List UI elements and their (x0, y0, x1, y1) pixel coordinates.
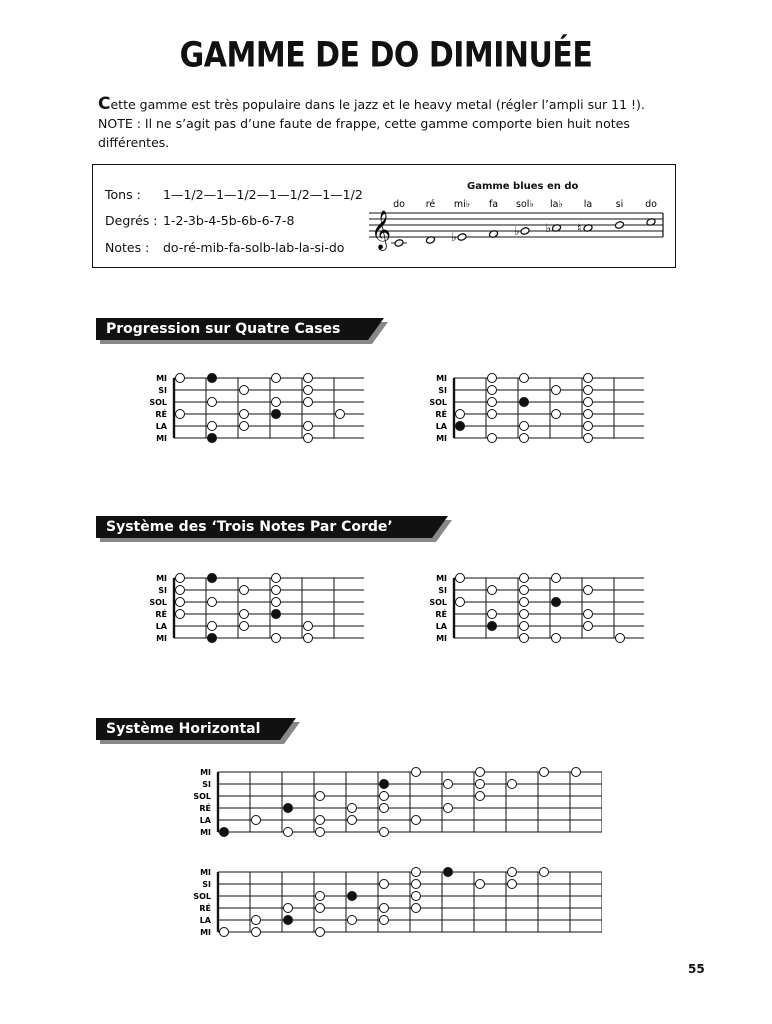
scale-note-dot (176, 374, 185, 383)
scale-note-dot (412, 816, 421, 825)
scale-note-dot (304, 622, 313, 631)
root-note-dot (284, 916, 293, 925)
string-label: SI (438, 586, 447, 596)
string-label: MI (156, 634, 167, 644)
scale-note-dot (252, 916, 261, 925)
scale-note-dot (316, 904, 325, 913)
scale-note-dot (272, 374, 281, 383)
scale-note-dot (380, 904, 389, 913)
scale-note-dot (176, 586, 185, 595)
scale-note-dot (272, 398, 281, 407)
scale-note-dot (176, 610, 185, 619)
intro-line-2: NOTE : Il ne s’agit pas d’une faute de frappe, cette gamme comporte bien huit notes différentes. (98, 116, 630, 150)
scale-note-dot (540, 868, 549, 877)
string-label: RÉ (199, 804, 211, 814)
root-note-dot (380, 780, 389, 789)
whole-note (520, 227, 530, 236)
scale-note-dot (488, 586, 497, 595)
string-label: RÉ (199, 904, 211, 914)
string-label: MI (156, 374, 167, 384)
scale-note-dot (240, 610, 249, 619)
staff-title: Gamme blues en do (467, 181, 579, 192)
scale-note-dot (488, 610, 497, 619)
string-label: RÉ (155, 410, 167, 420)
scale-note-dot (412, 904, 421, 913)
scale-note-dot (176, 410, 185, 419)
section-heading-3 (96, 718, 300, 740)
page-number: 55 (688, 962, 705, 976)
scale-note-dot (348, 804, 357, 813)
string-label: MI (200, 768, 211, 778)
scale-note-dot (520, 434, 529, 443)
scale-note-dot (316, 792, 325, 801)
fretboard-5 (182, 766, 602, 838)
string-label: RÉ (435, 410, 447, 420)
scale-note-dot (520, 598, 529, 607)
string-label: MI (436, 434, 447, 444)
string-label: RÉ (155, 610, 167, 620)
scale-note-dot (240, 410, 249, 419)
string-label: SI (202, 880, 211, 890)
accidental-sign: ♭ (514, 224, 520, 238)
scale-note-dot (304, 398, 313, 407)
scale-note-dot (444, 804, 453, 813)
scale-info-box (92, 164, 676, 268)
whole-note (615, 221, 625, 230)
scale-note-dot (520, 422, 529, 431)
scale-note-dot (380, 880, 389, 889)
string-label: SOL (149, 598, 167, 608)
scale-note-dot (316, 928, 325, 937)
fretboard-4 (418, 572, 644, 644)
root-note-dot (208, 434, 217, 443)
scale-note-dot (476, 792, 485, 801)
scale-note-dot (488, 410, 497, 419)
scale-note-dot (240, 622, 249, 631)
string-label: RÉ (435, 610, 447, 620)
scale-note-dot (540, 768, 549, 777)
string-label: SI (158, 586, 167, 596)
string-label: MI (200, 928, 211, 938)
scale-note-dot (520, 622, 529, 631)
degres-label: Degrés : (105, 213, 158, 228)
staff-note-label: sol♭ (516, 199, 534, 210)
scale-note-dot (412, 880, 421, 889)
scale-note-dot (584, 586, 593, 595)
root-note-dot (520, 398, 529, 407)
notes-label: Notes : (105, 240, 150, 255)
scale-note-dot (520, 634, 529, 643)
scale-note-dot (272, 598, 281, 607)
staff-note-label: do (645, 199, 657, 210)
string-label: MI (156, 434, 167, 444)
scale-note-dot (272, 574, 281, 583)
scale-note-dot (348, 916, 357, 925)
root-note-dot (272, 610, 281, 619)
root-note-dot (208, 374, 217, 383)
string-label: SOL (193, 792, 211, 802)
scale-note-dot (304, 422, 313, 431)
fretboard-1 (138, 372, 364, 444)
scale-note-dot (476, 768, 485, 777)
intro-line-1 (98, 95, 698, 114)
staff-note-label: ré (425, 199, 436, 210)
accidental-sign: ♭ (545, 221, 552, 235)
scale-note-dot (488, 386, 497, 395)
scale-note-dot (520, 574, 529, 583)
string-label: LA (199, 916, 211, 926)
degres-value: 1-2-3b-4-5b-6b-6-7-8 (163, 213, 295, 228)
string-label: SOL (429, 398, 447, 408)
scale-note-dot (412, 768, 421, 777)
root-note-dot (456, 422, 465, 431)
scale-note-dot (348, 816, 357, 825)
string-label: MI (436, 634, 447, 644)
scale-note-dot (552, 574, 561, 583)
scale-note-dot (520, 586, 529, 595)
scale-note-dot (380, 916, 389, 925)
scale-note-dot (584, 410, 593, 419)
staff-note-label: mi♭ (453, 199, 471, 210)
string-label: SOL (193, 892, 211, 902)
scale-note-dot (456, 410, 465, 419)
notes-value: do-ré-mib-fa-solb-lab-la-si-do (163, 240, 345, 255)
string-label: SI (438, 386, 447, 396)
tons-value: 1—1/2—1—1/2—1—1/2—1—1/2 (163, 187, 363, 202)
scale-note-dot (304, 634, 313, 643)
tons-label: Tons : (105, 187, 141, 202)
section-heading-1 (96, 318, 388, 340)
scale-note-dot (584, 398, 593, 407)
scale-note-dot (488, 374, 497, 383)
string-label: LA (435, 622, 447, 632)
scale-note-dot (208, 398, 217, 407)
intro-text (98, 95, 698, 152)
string-label: MI (200, 868, 211, 878)
scale-note-dot (476, 880, 485, 889)
scale-note-dot (380, 792, 389, 801)
scale-note-dot (552, 386, 561, 395)
staff-note-label: si (615, 199, 624, 210)
treble-clef-icon: 𝄞 (371, 210, 392, 250)
scale-note-dot (304, 386, 313, 395)
scale-note-dot (284, 828, 293, 837)
scale-note-dot (272, 586, 281, 595)
scale-note-dot (176, 574, 185, 583)
scale-note-dot (336, 410, 345, 419)
scale-note-dot (456, 574, 465, 583)
section-3-title: Système Horizontal (106, 721, 261, 737)
scale-note-dot (584, 422, 593, 431)
scale-note-dot (252, 928, 261, 937)
staff-note-label: la (583, 199, 593, 210)
fretboard-6 (182, 866, 602, 938)
scale-note-dot (208, 598, 217, 607)
whole-note (394, 239, 404, 248)
drop-cap: C (98, 94, 111, 114)
scale-note-dot (552, 410, 561, 419)
scale-note-dot (412, 892, 421, 901)
scale-note-dot (380, 804, 389, 813)
root-note-dot (272, 410, 281, 419)
scale-note-dot (316, 828, 325, 837)
scale-note-dot (584, 610, 593, 619)
string-label: SI (202, 780, 211, 790)
string-label: MI (156, 574, 167, 584)
scale-note-dot (508, 868, 517, 877)
staff-note-label: fa (488, 199, 499, 210)
scale-note-dot (316, 892, 325, 901)
string-label: SI (158, 386, 167, 396)
string-label: MI (436, 574, 447, 584)
root-note-dot (444, 868, 453, 877)
scale-note-dot (240, 422, 249, 431)
root-note-dot (348, 892, 357, 901)
scale-note-dot (252, 816, 261, 825)
scale-note-dot (584, 434, 593, 443)
root-note-dot (208, 574, 217, 583)
scale-note-dot (488, 398, 497, 407)
scale-note-dot (272, 634, 281, 643)
scale-note-dot (476, 780, 485, 789)
staff-note-label: la♭ (550, 199, 563, 210)
string-label: LA (155, 422, 167, 432)
root-note-dot (284, 804, 293, 813)
accidental-sign: ♮ (577, 221, 582, 235)
music-staff (369, 199, 669, 265)
scale-note-dot (240, 586, 249, 595)
string-label: LA (199, 816, 211, 826)
scale-note-dot (380, 828, 389, 837)
string-label: LA (435, 422, 447, 432)
fretboard-2 (418, 372, 644, 444)
scale-note-dot (220, 928, 229, 937)
string-label: MI (200, 828, 211, 838)
scale-note-dot (176, 598, 185, 607)
scale-note-dot (508, 780, 517, 789)
scale-note-dot (572, 768, 581, 777)
string-label: SOL (429, 598, 447, 608)
root-note-dot (488, 622, 497, 631)
scale-note-dot (304, 434, 313, 443)
scale-note-dot (444, 780, 453, 789)
root-note-dot (552, 598, 561, 607)
root-note-dot (208, 634, 217, 643)
page-title: GAMME DE DO DIMINUÉE (179, 35, 593, 76)
scale-note-dot (284, 904, 293, 913)
scale-note-dot (520, 374, 529, 383)
scale-note-dot (456, 598, 465, 607)
section-1-title: Progression sur Quatre Cases (106, 321, 341, 337)
root-note-dot (220, 828, 229, 837)
notes-row (105, 240, 344, 255)
staff-note-label: do (393, 199, 405, 210)
scale-note-dot (316, 816, 325, 825)
accidental-sign: ♭ (451, 230, 457, 244)
fretboard-3 (138, 572, 364, 644)
scale-note-dot (584, 374, 593, 383)
tons-row (105, 187, 363, 202)
scale-note-dot (508, 880, 517, 889)
scale-note-dot (584, 622, 593, 631)
scale-note-dot (304, 374, 313, 383)
degres-row (105, 213, 294, 228)
scale-note-dot (488, 434, 497, 443)
scale-note-dot (616, 634, 625, 643)
section-heading-2 (96, 516, 452, 538)
scale-note-dot (240, 386, 249, 395)
scale-note-dot (208, 622, 217, 631)
scale-note-dot (412, 868, 421, 877)
scale-note-dot (552, 634, 561, 643)
scale-note-dot (584, 386, 593, 395)
scale-note-dot (520, 610, 529, 619)
string-label: MI (436, 374, 447, 384)
whole-note (457, 233, 467, 242)
section-2-title: Système des ‘Trois Notes Par Corde’ (106, 519, 393, 535)
string-label: SOL (149, 398, 167, 408)
scale-note-dot (208, 422, 217, 431)
intro-line-1-text: ette gamme est très populaire dans le jazz et le heavy metal (régler l’ampli sur 11 !). (110, 97, 645, 112)
string-label: LA (155, 622, 167, 632)
